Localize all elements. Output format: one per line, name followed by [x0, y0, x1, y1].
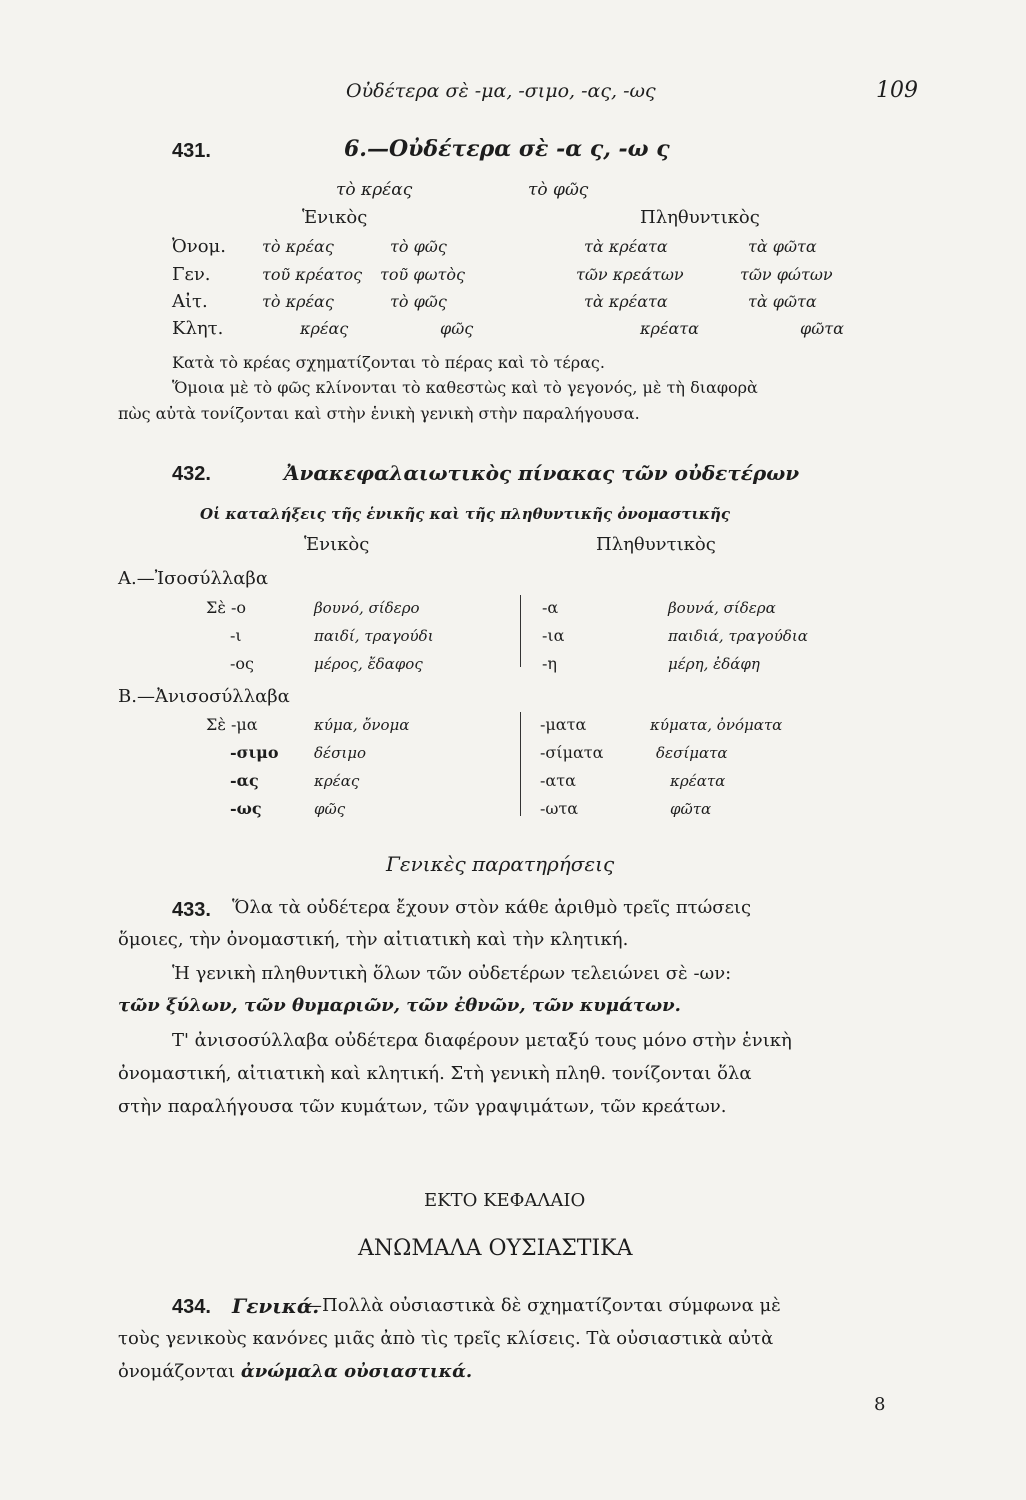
- paragraph-line: —Πολλὰ οὐσιαστικὰ δὲ σχηματίζονται σύμφωνα μὲ: [304, 1295, 781, 1316]
- singular-label: Ἑνικὸς: [304, 534, 370, 555]
- section-431-number: 431.: [172, 140, 211, 162]
- form-cell: φῶτα: [800, 319, 844, 338]
- example-cell: κύματα, ὀνόματα: [650, 716, 783, 734]
- ending-cell: -σιμο: [230, 743, 279, 762]
- example-cell: βουνό, σίδερο: [314, 599, 420, 617]
- case-label: Κλητ.: [172, 318, 224, 339]
- example-cell: κύμα, ὄνομα: [314, 716, 410, 734]
- ending-cell: Σὲ -ο: [206, 598, 247, 617]
- chapter-title: ΑΝΩΜΑΛΑ ΟΥΣΙΑΣΤΙΚΑ: [358, 1236, 633, 1261]
- form-cell: τὰ κρέατα: [584, 292, 668, 311]
- form-cell: τῶν φώτων: [740, 265, 833, 284]
- section-432-heading: Ἀνακεφαλαιωτικὸς πίνακας τῶν οὐδετέρων: [284, 461, 800, 485]
- section-433-number: 433.: [172, 899, 211, 921]
- ending-cell: Σὲ -μα: [206, 715, 258, 734]
- form-cell: φῶς: [440, 319, 474, 338]
- paragraph-line: [118, 1361, 472, 1382]
- example-cell: μέρος, ἔδαφος: [314, 655, 423, 673]
- form-cell: τὸ φῶς: [390, 292, 447, 311]
- case-label: Γεν.: [172, 264, 211, 285]
- form-cell: τῶν κρεάτων: [576, 265, 684, 284]
- section-431-heading: 6.—Οὐδέτερα σὲ -α ς, -ω ς: [344, 136, 670, 162]
- section-434-label: Γενικά.: [232, 1294, 320, 1318]
- paragraph-line: ὀνομαστική, αἰτιατικὴ καὶ κλητική. Στὴ γενικὴ πληθ. τονίζονται ὅλα: [118, 1063, 752, 1084]
- example-cell: φῶτα: [670, 800, 712, 818]
- form-cell: κρέατα: [640, 319, 699, 338]
- sheet-number: 8: [874, 1394, 886, 1415]
- example-cell: δέσιμο: [314, 744, 366, 762]
- ending-cell: -α: [542, 598, 559, 617]
- form-cell: τὸ κρέας: [262, 292, 334, 311]
- ending-cell: -ι: [230, 626, 242, 645]
- example-cell: κρέας: [314, 772, 360, 790]
- ending-cell: -ωτα: [540, 799, 579, 818]
- example-cell: βουνά, σίδερα: [668, 599, 776, 617]
- paragraph-line: στὴν παραλήγουσα τῶν κυμάτων, τῶν γραψιμάτων, τῶν κρεάτων.: [118, 1096, 727, 1117]
- paragraph-line: τοὺς γενικοὺς κανόνες μιᾶς ἀπὸ τὶς τρεῖς κλίσεις. Τὰ οὐσιαστικὰ αὐτὰ: [118, 1328, 774, 1349]
- form-cell: τὰ φῶτα: [748, 292, 817, 311]
- group-a-label: Α.—Ἰσοσύλλαβα: [118, 568, 268, 589]
- column-divider: [520, 595, 521, 667]
- general-remarks-heading: Γενικὲς παρατηρήσεις: [386, 852, 615, 876]
- page-number: 109: [876, 78, 918, 103]
- ending-cell: -ος: [230, 654, 254, 673]
- text-line: Ὅμοια μὲ τὸ φῶς κλίνονται τὸ καθεστὼς καὶ τὸ γεγονός, μὲ τὴ διαφορὰ: [172, 378, 758, 397]
- form-cell: τὸ κρέας: [262, 237, 334, 256]
- group-b-label: Β.—Ἀνισοσύλλαβα: [118, 686, 290, 707]
- emphasized-term: ἀνώμαλα οὐσιαστικά.: [240, 1361, 473, 1382]
- chapter-label: ΕΚΤΟ ΚΕΦΑΛΑΙΟ: [424, 1190, 586, 1211]
- example-cell: φῶς: [314, 800, 346, 818]
- example-cell: δεσίματα: [656, 744, 728, 762]
- ending-cell: -η: [542, 654, 557, 673]
- example-cell: παιδιά, τραγούδια: [668, 627, 808, 645]
- running-header-title: Οὐδέτερα σὲ -μα, -σιμο, -ας, -ως: [346, 80, 656, 102]
- form-cell: τοῦ φωτὸς: [380, 265, 465, 284]
- form-cell: τὰ κρέατα: [584, 237, 668, 256]
- paragraph-line: ὅμοιες, τὴν ὀνομαστική, τὴν αἰτιατικὴ καὶ τὴν κλητική.: [118, 929, 629, 950]
- ending-cell: -ια: [542, 626, 565, 645]
- ending-cell: -σίματα: [540, 743, 604, 762]
- ending-cell: -ματα: [540, 715, 587, 734]
- example-cell: μέρη, ἐδάφη: [668, 655, 760, 673]
- form-cell: κρέας: [300, 319, 349, 338]
- paradigm-word-fos: τὸ φῶς: [528, 180, 589, 200]
- plural-label: Πληθυντικὸς: [596, 534, 716, 555]
- paradigm-word-kreas: τὸ κρέας: [336, 180, 413, 200]
- form-cell: τὰ φῶτα: [748, 237, 817, 256]
- text-line: Κατὰ τὸ κρέας σχηματίζονται τὸ πέρας καὶ τὸ τέρας.: [172, 353, 605, 372]
- ending-cell: -ως: [230, 799, 262, 818]
- form-cell: τὸ φῶς: [390, 237, 447, 256]
- example-cell: κρέατα: [670, 772, 726, 790]
- case-label: Ὀνομ.: [172, 236, 226, 257]
- paragraph-line: τῶν ξύλων, τῶν θυμαριῶν, τῶν ἐθνῶν, τῶν κυμάτων.: [118, 995, 681, 1016]
- column-divider: [520, 712, 521, 816]
- text-line: πὼς αὐτὰ τονίζονται καὶ στὴν ἑνικὴ γενικὴ στὴν παραλήγουσα.: [118, 404, 640, 423]
- paragraph-line: Ὅλα τὰ οὐδέτερα ἔχουν στὸν κάθε ἀριθμὸ τρεῖς πτώσεις: [232, 897, 752, 918]
- paragraph-text: ὀνομάζονται: [118, 1361, 236, 1382]
- ending-cell: -ατα: [540, 771, 576, 790]
- example-cell: παιδί, τραγούδι: [314, 627, 434, 645]
- form-cell: τοῦ κρέατος: [262, 265, 363, 284]
- singular-label: Ἑνικὸς: [302, 207, 368, 228]
- paragraph-line: Ἡ γενικὴ πληθυντικὴ ὅλων τῶν οὐδετέρων τελειώνει σὲ -ων:: [172, 963, 732, 984]
- case-label: Αἰτ.: [172, 291, 208, 312]
- plural-label: Πληθυντικὸς: [640, 207, 760, 228]
- section-432-subheading: Οἱ καταλήξεις τῆς ἑνικῆς καὶ τῆς πληθυντικῆς ὀνομαστικῆς: [200, 505, 730, 523]
- section-434-number: 434.: [172, 1296, 211, 1318]
- section-432-number: 432.: [172, 463, 211, 485]
- paragraph-line: Τ' ἀνισοσύλλαβα οὐδέτερα διαφέρουν μεταξύ τους μόνο στὴν ἑνικὴ: [172, 1030, 792, 1051]
- ending-cell: -ας: [230, 771, 259, 790]
